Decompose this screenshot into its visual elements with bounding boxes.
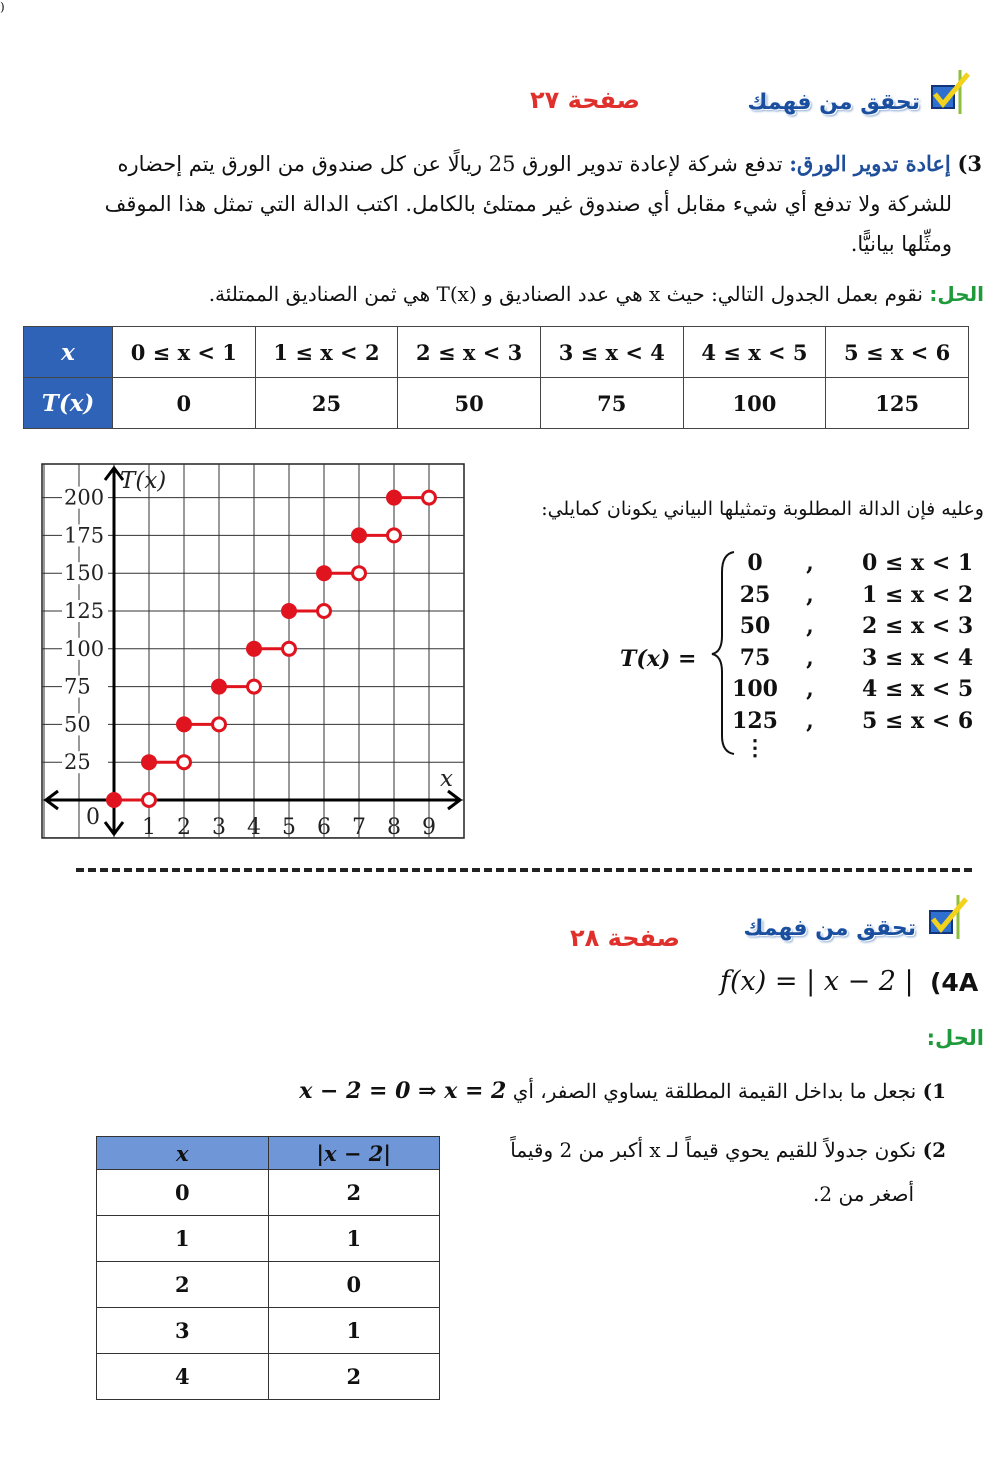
solution-line xyxy=(24,282,984,306)
table-cell: 4 xyxy=(97,1354,269,1400)
piecewise-lhs-text: T(x) = xyxy=(620,646,697,672)
solution-label: الحل: xyxy=(929,282,984,306)
closed-point xyxy=(177,717,191,731)
closed-point xyxy=(142,755,156,769)
piecewise-ellipsis: ⋮ xyxy=(744,735,766,761)
open-point xyxy=(318,605,331,618)
table-cell: 1 xyxy=(97,1216,269,1262)
table-cell: 2 xyxy=(268,1354,440,1400)
problem-line: ومثِّلها بيانيًّا. xyxy=(850,232,952,256)
problem-number: 3) xyxy=(957,151,982,176)
piecewise-value: 25 xyxy=(739,581,771,608)
closed-point xyxy=(212,680,226,694)
table-row xyxy=(97,1354,440,1400)
solution-label: الحل: xyxy=(926,1026,984,1050)
separator: , xyxy=(806,676,814,702)
table-cell: 2 xyxy=(268,1170,440,1216)
separator: , xyxy=(806,613,814,639)
piecewise-conditions xyxy=(862,548,986,737)
table-cell: 3 xyxy=(97,1308,269,1354)
y-tick-label: 200 xyxy=(64,485,105,510)
piecewise-lhs xyxy=(620,646,696,672)
open-point xyxy=(248,680,261,693)
table-cell: 4 ≤ x < 5 xyxy=(683,327,826,378)
table-header-cell: x xyxy=(24,327,113,378)
separator: , xyxy=(806,644,814,671)
step-text: نجعل ما بداخل القيمة المطلقة يساوي الصفر، أي xyxy=(512,1079,917,1103)
table-header-cell: |x − 2| xyxy=(268,1137,440,1170)
problem-statement xyxy=(12,144,982,264)
table-cell: 2 xyxy=(97,1262,269,1308)
table-cell: 1 ≤ x < 2 xyxy=(255,327,398,378)
x-tick-label: 9 xyxy=(422,815,436,840)
table-cell: 0 ≤ x < 1 xyxy=(113,327,256,378)
page-label: صفحة ٢٧ xyxy=(530,86,640,114)
table-cell: 50 xyxy=(398,378,541,429)
closed-point xyxy=(352,528,366,542)
problem-equation: f(x) = | x − 2 | xyxy=(720,966,914,997)
table-header-cell: T(x) xyxy=(24,378,113,429)
x-tick-label: 7 xyxy=(352,815,366,840)
table-cell: 125 xyxy=(826,378,969,429)
table-cell: 25 xyxy=(255,378,398,429)
step-2 xyxy=(476,1128,946,1216)
closed-point xyxy=(282,604,296,618)
x-tick-label: 6 xyxy=(317,815,331,840)
table-row xyxy=(97,1308,440,1354)
table-cell: 1 xyxy=(268,1308,440,1354)
table-cell: 100 xyxy=(683,378,826,429)
problem-number: (4A xyxy=(930,968,979,997)
separator: , xyxy=(806,550,814,576)
values-table xyxy=(23,326,969,429)
closed-point xyxy=(387,491,401,505)
origin-label: 0 xyxy=(86,805,100,830)
piecewise-condition: 5 ≤ x < 6 xyxy=(862,707,974,734)
section-header: تحقق من فهمك xyxy=(747,90,920,115)
checkmark-icon xyxy=(928,895,972,939)
closed-point xyxy=(107,793,121,807)
open-point xyxy=(213,718,226,731)
step-function-graph xyxy=(38,460,470,844)
separator: , xyxy=(806,707,814,734)
piecewise-condition: 0 ≤ x < 1 xyxy=(862,550,974,576)
piecewise-condition: 1 ≤ x < 2 xyxy=(862,581,974,608)
step-1 xyxy=(226,1078,946,1104)
piecewise-value: 75 xyxy=(739,644,771,671)
table-header-cell: x xyxy=(97,1137,269,1170)
table-cell: 0 xyxy=(268,1262,440,1308)
table-header-row xyxy=(97,1137,440,1170)
step-math: x − 2 = 0 ⇒ x = 2 xyxy=(299,1078,507,1104)
open-point xyxy=(283,642,296,655)
x-tick-label: 3 xyxy=(212,815,226,840)
x-axis-label: x xyxy=(440,766,453,792)
problem-line: للشركة ولا تدفع أي شيء مقابل أي صندوق غير ممتلئ بالكامل. اكتب الدالة التي تمثل هذا الموقف xyxy=(104,192,952,216)
solution-text: نقوم بعمل الجدول التالي: حيث x هي عدد الصناديق و T(x) هي ثمن الصناديق الممتلئة. xyxy=(208,282,923,306)
open-point xyxy=(388,529,401,542)
open-point xyxy=(143,794,156,807)
open-point xyxy=(353,567,366,580)
piecewise-condition: 4 ≤ x < 5 xyxy=(862,676,974,702)
table-row xyxy=(24,378,969,429)
step-number: 1) xyxy=(922,1079,946,1103)
table-row xyxy=(97,1170,440,1216)
corner-mark: ) xyxy=(0,0,5,14)
problem-line: تدفع شركة لإعادة تدوير الورق 25 ريالًا عن كل صندوق من الورق يتم إحضاره xyxy=(117,152,783,176)
table-row xyxy=(97,1216,440,1262)
checkmark-icon xyxy=(930,70,974,114)
section-divider xyxy=(76,868,972,872)
page-label: صفحة ٢٨ xyxy=(570,924,680,952)
step-text: أصغر من 2. xyxy=(813,1182,914,1206)
x-tick-label: 4 xyxy=(247,815,261,840)
table-row xyxy=(24,327,969,378)
open-point xyxy=(423,491,436,504)
table-cell: 3 ≤ x < 4 xyxy=(540,327,683,378)
piecewise-values xyxy=(730,548,780,759)
y-tick-label: 175 xyxy=(64,523,105,548)
step-text: نكون جدولاً للقيم يحوي قيماً لـ x أكبر من 2 وقيماً xyxy=(510,1138,917,1162)
table-cell: 1 xyxy=(268,1216,440,1262)
step-number: 2) xyxy=(922,1138,946,1162)
table-cell: 2 ≤ x < 3 xyxy=(398,327,541,378)
abs-values-table xyxy=(96,1136,440,1400)
x-tick-label: 2 xyxy=(177,815,191,840)
piecewise-value: 100 xyxy=(732,676,778,702)
conclusion-text: وعليه فإن الدالة المطلوبة وتمثيلها البياني يكونان كمايلي: xyxy=(541,498,984,520)
piecewise-value: 0 xyxy=(747,550,763,576)
y-tick-label: 75 xyxy=(64,674,91,699)
piecewise-condition: 2 ≤ x < 3 xyxy=(862,613,974,639)
y-tick-label: 125 xyxy=(64,599,105,623)
y-tick-label: 50 xyxy=(64,712,91,737)
piecewise-value: 50 xyxy=(739,613,771,639)
closed-point xyxy=(317,566,331,580)
separator: , xyxy=(806,581,814,608)
y-axis-label: T(x) xyxy=(120,468,167,494)
table-row xyxy=(97,1262,440,1308)
table-cell: 0 xyxy=(113,378,256,429)
piecewise-value: 125 xyxy=(732,707,778,734)
table-cell: 0 xyxy=(97,1170,269,1216)
x-tick-label: 5 xyxy=(282,815,296,840)
piecewise-condition: 3 ≤ x < 4 xyxy=(862,644,974,671)
y-tick-label: 25 xyxy=(64,750,91,775)
closed-point xyxy=(247,642,261,656)
table-cell: 75 xyxy=(540,378,683,429)
y-tick-label: 100 xyxy=(64,636,105,661)
y-tick-label: 150 xyxy=(64,561,105,586)
table-cell: 5 ≤ x < 6 xyxy=(826,327,969,378)
open-point xyxy=(178,756,191,769)
piecewise-separators xyxy=(800,548,820,737)
problem-title: إعادة تدوير الورق: xyxy=(789,151,951,176)
x-tick-label: 8 xyxy=(387,815,401,840)
section-header: تحقق من فهمك xyxy=(743,916,916,941)
x-tick-label: 1 xyxy=(142,815,156,840)
